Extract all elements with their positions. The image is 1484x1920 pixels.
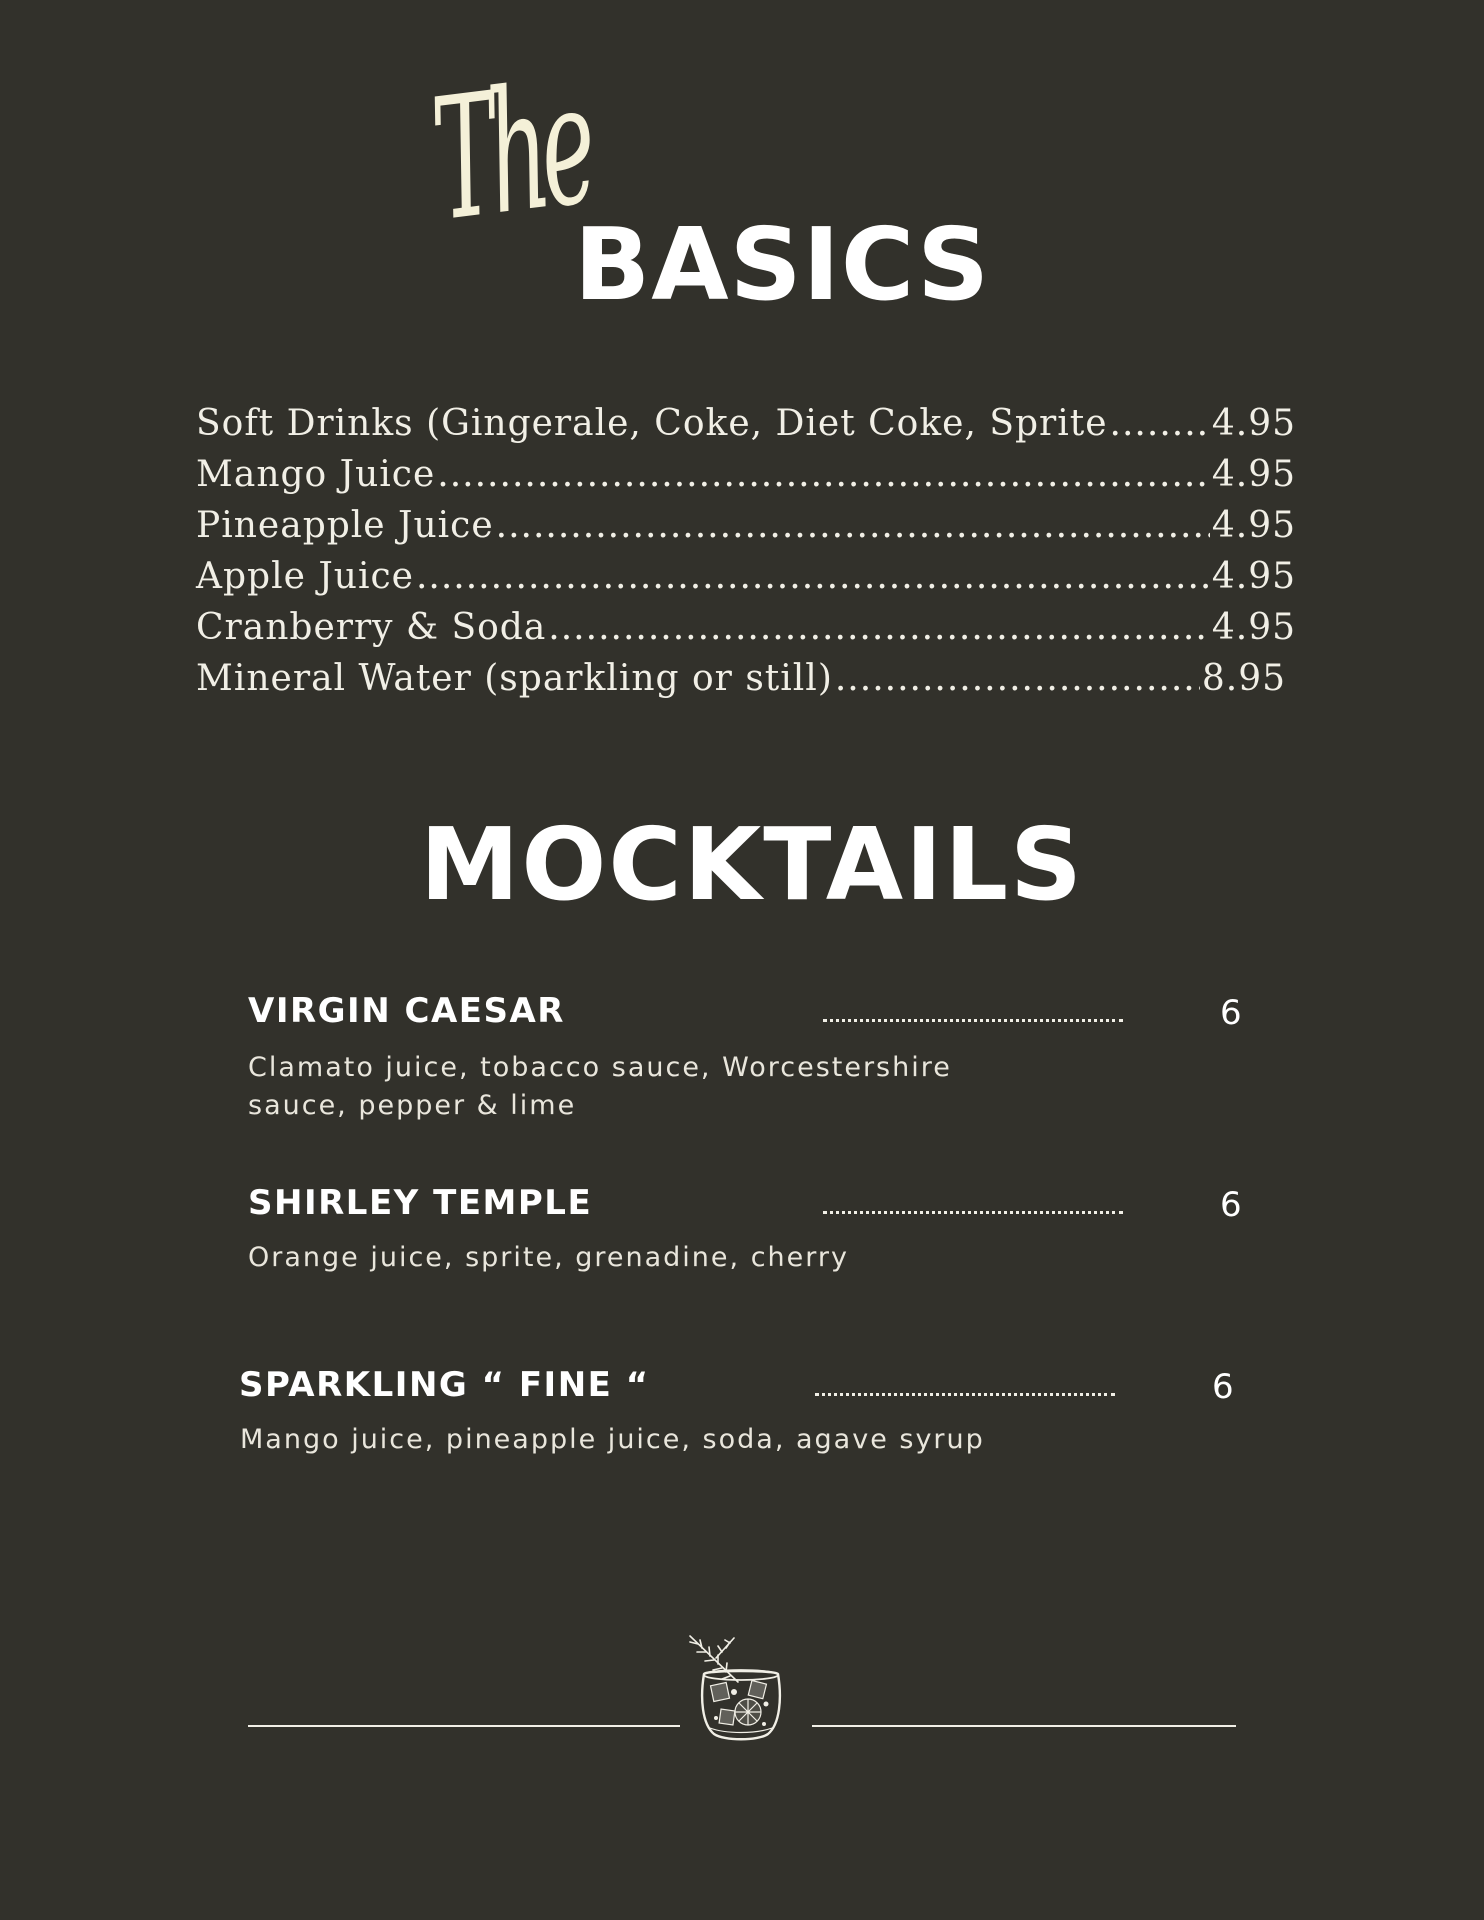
mocktail-description: Clamato juice, tobacco sauce, Worcestershire sauce, pepper & lime [248, 1052, 952, 1121]
cocktail-glass-icon [676, 1628, 806, 1744]
dot-leader [1110, 398, 1210, 449]
basics-item [196, 449, 1296, 500]
basics-item-price: 4.95 [1211, 607, 1296, 648]
basics-item-price: 4.95 [1211, 505, 1296, 546]
basics-title: BASICS [574, 206, 991, 323]
mocktail-description: Mango juice, pineapple juice, soda, agave syrup [240, 1424, 985, 1455]
basics-item-name: Apple Juice [196, 556, 414, 597]
dot-leader [496, 500, 1210, 551]
mocktail-price: 6 [1212, 1367, 1234, 1407]
basics-item [196, 602, 1296, 653]
dot-leader [416, 551, 1210, 602]
dot-leader [815, 1393, 1115, 1396]
basics-item [196, 551, 1296, 602]
dot-leader [835, 653, 1200, 704]
basics-item-price: 4.95 [1211, 454, 1296, 495]
dot-leader [823, 1211, 1123, 1214]
basics-item-price: 4.95 [1211, 556, 1296, 597]
basics-item [196, 653, 1286, 704]
divider-left [248, 1725, 680, 1727]
mocktail-name: VIRGIN CAESAR [248, 991, 565, 1031]
mocktail-price: 6 [1220, 993, 1242, 1033]
divider-right [812, 1725, 1236, 1727]
basics-item-name: Mango Juice [196, 454, 436, 495]
dot-leader [548, 602, 1210, 653]
mocktail-name: SPARKLING “ FINE “ [239, 1365, 650, 1405]
basics-item-name: Mineral Water (sparkling or still) [196, 658, 833, 699]
mocktail-description: Orange juice, sprite, grenadine, cherry [248, 1242, 849, 1273]
mocktail-name: SHIRLEY TEMPLE [248, 1183, 593, 1223]
basics-item-price: 8.95 [1201, 658, 1286, 699]
basics-item-price: 4.95 [1211, 403, 1296, 444]
dot-leader [437, 449, 1210, 500]
basics-item-name: Cranberry & Soda [196, 607, 547, 648]
basics-list [196, 398, 1296, 704]
basics-item [196, 500, 1296, 551]
basics-item [196, 398, 1296, 449]
basics-item-name: Pineapple Juice [196, 505, 494, 546]
mocktail-price: 6 [1220, 1185, 1242, 1225]
basics-item-name: Soft Drinks (Gingerale, Coke, Diet Coke, Sprite [196, 403, 1108, 444]
script-the: The [423, 45, 599, 259]
dot-leader [823, 1019, 1123, 1022]
mocktails-title: MOCKTAILS [419, 806, 1085, 923]
